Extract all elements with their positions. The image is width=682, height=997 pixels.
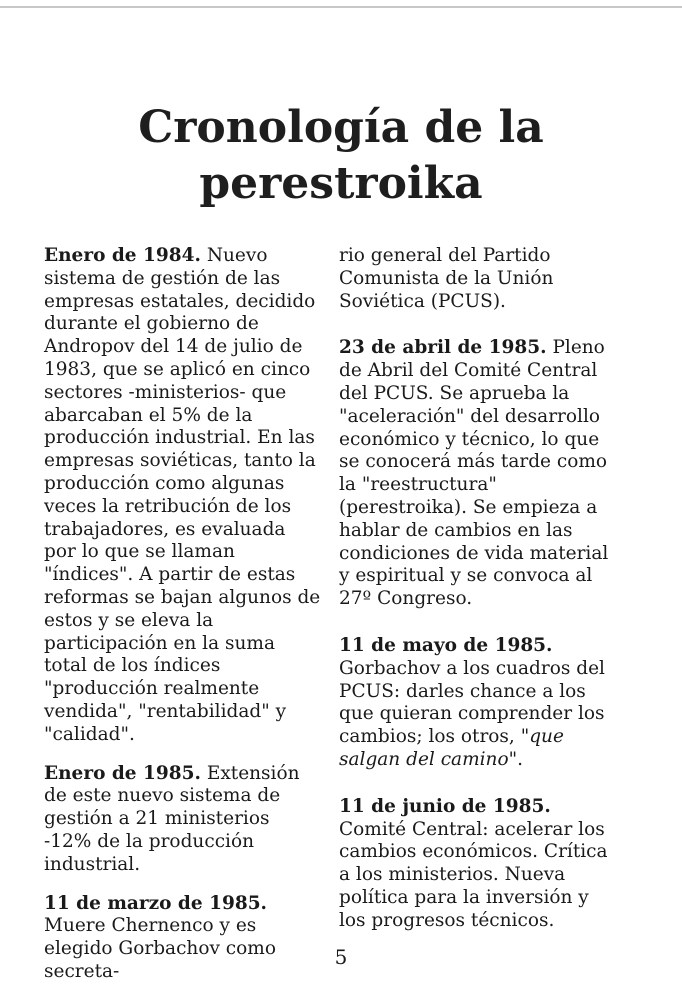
entry-text: Gorbachov a los cuadros del PCUS: darles chance a los que quieran comprender los cambios; los otros, [339,657,605,748]
left-column [44,245,322,984]
title-line-1: Cronología de la [138,102,544,153]
entry-end: . [517,748,523,770]
entry-text: Pleno de Abril del Comité Central del PCUS. Se aprueba la "aceleración" del desarrollo económico y técnico, lo que se conocerá más tarde como la "reestructura" (perestroika). Se empieza a hablar de cambios en las condiciones de vida material y espiritual y se convoca al 27º Congreso. [339,337,609,610]
page-title [0,100,682,212]
entry-mayo-1985 [339,635,617,772]
right-column [339,245,617,933]
entry-date: 11 de mayo de 1985. [339,634,553,656]
entry-continuation: rio general del Partido Comunista de la Unión Soviética (PCUS). [339,245,554,312]
entry-date: 11 de junio de 1985. [339,795,551,817]
top-rule [0,6,682,8]
entry-date: 23 de abril de 1985. [339,337,547,359]
entry-abril-1985 [339,337,617,611]
entry-date: 11 de marzo de 1985. [44,892,268,914]
entry-marzo-1985 [44,893,322,984]
page-number: 5 [334,945,348,969]
entry-quote: "que salgan del camino" [339,726,564,770]
entry-date: Enero de 1985. [44,762,201,784]
entry-date: Enero de 1984. [44,245,201,266]
entry-text: Comité Central: acelerar los cambios económicos. Crítica a los ministerios. Nueva política para la inversión y los progresos técnicos. [339,818,608,931]
entry-enero-1984 [44,245,322,747]
entry-text: Extensión de este nuevo sistema de gestión a 21 ministerios -12% de la producción industrial. [44,762,300,875]
title-line-2: perestroika [199,158,483,209]
entry-junio-1985 [339,796,617,933]
entry-text: Nuevo sistema de gestión de las empresas estatales, decidido durante el gobierno de Andropov del 14 de julio de 1983, que se aplicó en cinco sectores -ministerios- que abarcaban el 5% de la producción industrial. En las empresas soviéticas, tanto la producción como algunas veces la retribución de los trabajadores, es evaluada por lo que se llaman "índices". A partir de estas reformas se bajan algunos de estos y se eleva la participación en la suma total de los índices "producción realmente vendida", "rentabilidad" y "calidad". [44,245,321,745]
entry-text: Muere Chernenco y es elegido Gorbachov como secreta- [44,915,276,982]
entry-enero-1985 [44,763,322,877]
